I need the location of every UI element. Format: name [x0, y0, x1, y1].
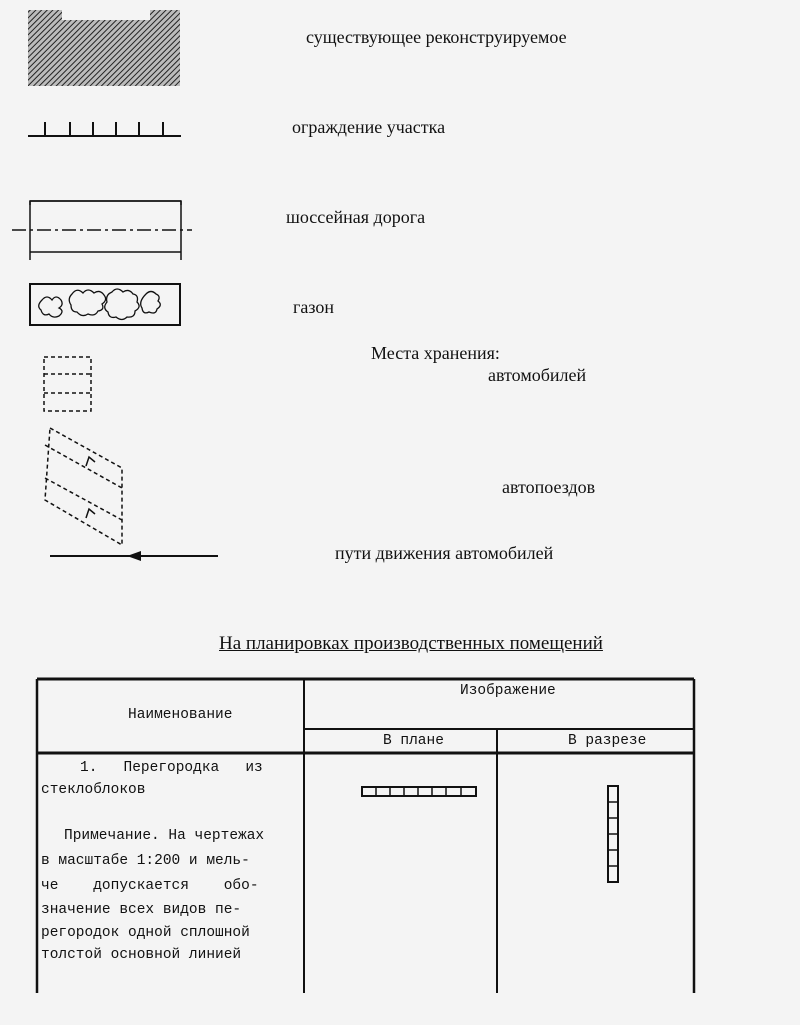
storage-heading: Места хранения: [371, 343, 500, 363]
note-line: че допускается обо- [41, 878, 259, 894]
legend-label-lawn: газон [293, 297, 335, 317]
header-name: Наименование [128, 707, 233, 723]
storage-label-trucks: автопоездов [502, 477, 596, 497]
header-in-plan: В плане [383, 733, 444, 749]
header-image: Изображение [460, 683, 556, 699]
legend-label-fence: ограждение участка [292, 117, 446, 137]
storage-label-cars: автомобилей [488, 365, 587, 385]
legend-label-route: пути движения автомобилей [335, 543, 554, 563]
row-name-line1: 1. Перегородка из [80, 760, 263, 776]
header-in-section: В разрезе [568, 733, 647, 749]
note-line: толстой основной линией [41, 947, 242, 963]
note-line: Примечание. На чертежах [64, 828, 265, 844]
legend-label-existing: существующее реконструируемое [306, 27, 567, 47]
row-name-line2: стеклоблоков [41, 782, 146, 798]
glass-block-section-symbol [608, 786, 618, 882]
note-line: в масштабе 1:200 и мель- [41, 853, 250, 869]
glass-block-plan-symbol [362, 787, 476, 796]
note-line: регородок одной сплошной [41, 925, 250, 941]
legend-label-highway: шоссейная дорога [286, 207, 426, 227]
note-line: значение всех видов пе- [41, 902, 242, 918]
section-title: На планировках производственных помещений [219, 633, 603, 654]
